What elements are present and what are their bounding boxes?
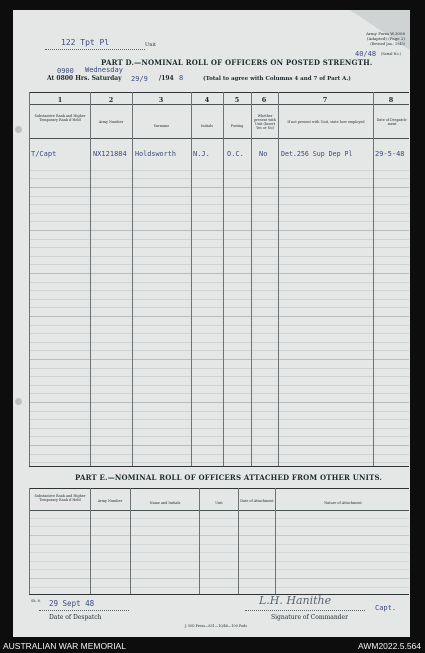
col-border [29,488,30,594]
col-border [373,92,374,466]
despatch-date-typed: 29 Sept 48 [49,599,95,608]
col-border [199,488,200,594]
day-typed: Wednesday [85,66,123,74]
caption-right: AWM2022.5.564 [358,641,421,651]
cell-posting: O.C. [227,150,244,158]
cell-date: 29-5-48 [375,150,405,158]
part-e-bottom-rule [29,594,409,595]
total-note: (Total to agree with Columns 4 and 7 of Part A.) [203,76,351,82]
col-border [191,92,192,466]
cell-rank: T/Capt [31,150,57,158]
punch-hole [15,126,22,133]
punch-hole [15,398,22,405]
cell-present: No [259,150,268,158]
part-d-top-rule [29,92,409,93]
year-prefix: /194 [159,75,174,82]
col-border [275,488,276,594]
header-posting: Posting [230,124,244,128]
side-note: Sh. 8. [31,599,41,603]
signature-dotted-line [245,610,365,611]
unit-value: 122 Tpt Pl [61,38,110,47]
part-e-header-nature: Nature of Attachment [324,501,362,505]
printer-note: J. MO Press—831—10/46—100 Pads [185,624,247,628]
part-e-title: PART E.—NOMINAL ROLL OF OFFICERS ATTACHED FROM OTHER UNITS. [75,473,383,482]
col-number: 4 [204,96,210,104]
part-e-header-unit: Unit [215,501,223,505]
col-number: 8 [388,96,394,104]
col-number: 6 [261,96,267,104]
serial-number: 40/48 [355,50,377,58]
unit-label: Unit [145,42,157,48]
col-number: 5 [234,96,240,104]
part-d-ruled-lines [29,162,409,465]
form-number: Army Form W.3008 [366,31,405,36]
form-revised: (Revised Jan., 1945) [370,42,405,46]
at-hours-label: At 0800 Hrs. Saturday [47,75,122,82]
cell-army-number: NX121884 [93,150,127,158]
form-adapted: (Adapted) (Page 2) [366,36,405,41]
unit-dotted-line [45,49,145,50]
col-border [251,92,252,466]
commander-signature: L.H. Hanithe [259,594,332,607]
form-page [13,10,410,637]
col-border [278,92,279,466]
header-date: Date of Despatch-ment [376,118,408,126]
col-number: 7 [322,96,328,104]
despatch-dotted-line [39,610,129,611]
header-army-number: Army Number [98,120,124,124]
header-initials: Initials [201,124,213,128]
part-e-top-rule [29,488,409,489]
col-number: 1 [57,96,63,104]
part-e-header-date: Date of Attachment [240,499,274,503]
despatch-date-label: Date of Despatch [49,614,102,621]
header-surname: Surname [153,124,170,128]
col-number: 3 [158,96,164,104]
col-border [238,488,239,594]
part-e-header-army-number: Army Number [97,499,123,503]
part-d-bottom-rule [29,466,409,467]
col-border [132,92,133,466]
header-rank: Substantive Rank and Higher Temporary Rank if Held [34,114,86,122]
part-d-header-rule [29,138,409,139]
col-border [90,488,91,594]
cell-initials: N.J. [193,150,210,158]
col-border [90,92,91,466]
col-number: 2 [108,96,114,104]
cell-employed: Det.256 Sup Dep Pl [281,150,353,158]
part-e-ruled-lines [29,510,409,593]
date-typed: 29/9 [131,75,148,83]
col-border [130,488,131,594]
signature-label: Signature of Commander [271,614,348,621]
header-employed: If not present with Unit, state how employed [287,120,365,124]
rank-typed: Capt. [375,604,397,612]
col-border [29,92,30,466]
part-e-header-name: Name and Initials [149,501,181,505]
serial-label: (Serial No.) [381,52,401,56]
cell-surname: Holdsworth [135,150,176,158]
time-typed: 0900 [57,67,74,75]
part-d-number-rule [29,104,409,105]
header-present: Whether present with Unit (Insert Yes or No) [254,114,276,130]
part-d-title: PART D.—NOMINAL ROLL OF OFFICERS ON POSTED STRENGTH. [101,58,373,67]
part-e-header-rank: Substantive Rank and Higher Temporary Rank if Held [34,494,86,502]
caption-left: AUSTRALIAN WAR MEMORIAL [3,641,126,651]
year-suffix: 8 [179,74,184,82]
col-border [223,92,224,466]
